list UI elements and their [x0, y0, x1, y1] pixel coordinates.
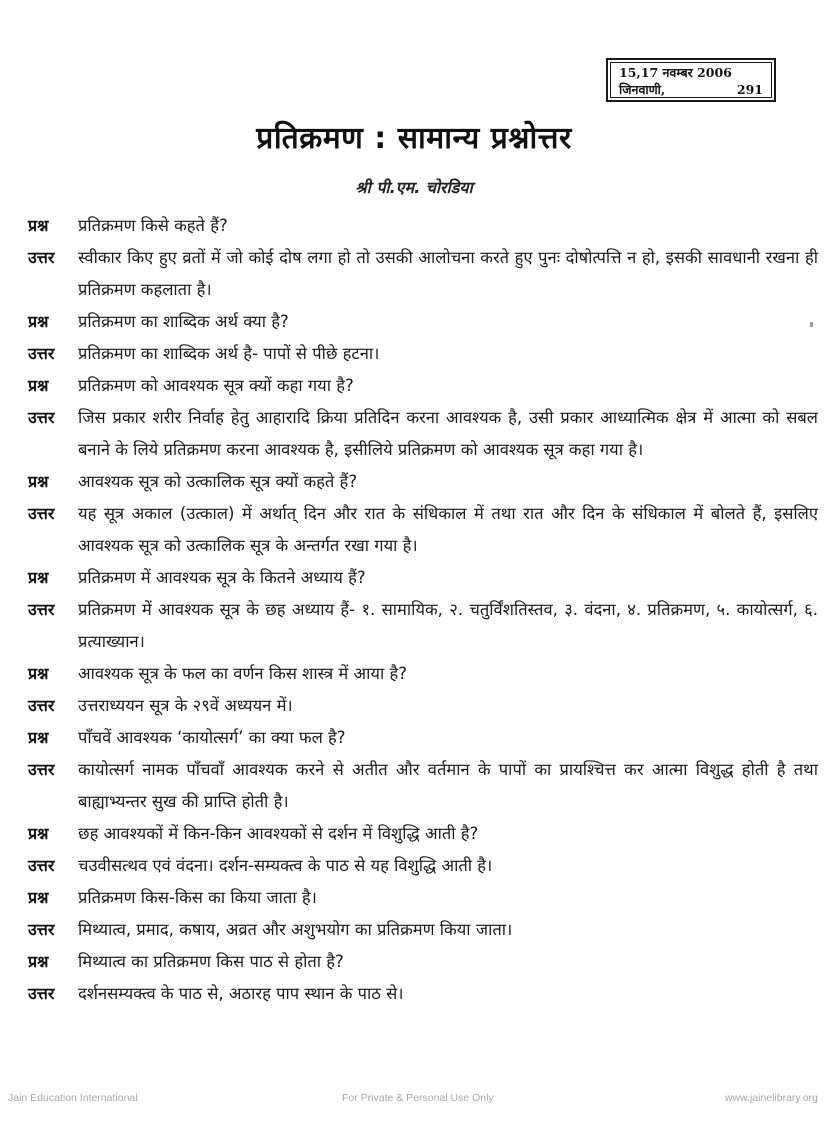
footer-website-link[interactable]: www.jainelibrary.org [724, 1092, 818, 1104]
answer-row [28, 242, 818, 306]
answer-text: मिथ्यात्व, प्रमाद, कषाय, अव्रत और अशुभयोग का प्रतिक्रमण किया जाता। [78, 920, 513, 939]
qa-list [28, 210, 818, 1010]
question-text: प्रतिक्रमण को आवश्यक सूत्र क्यों कहा गया है? [78, 376, 354, 395]
question-row [28, 946, 818, 978]
question-text: प्रतिक्रमण किस-किस का किया जाता है। [78, 888, 317, 907]
answer-label: उत्तर [28, 856, 55, 875]
answer-label: उत्तर [28, 408, 55, 427]
answer-label: उत्तर [28, 984, 55, 1003]
page-footer [0, 1092, 828, 1108]
question-row [28, 562, 818, 594]
article-title: प्रतिक्रमण : सामान्य प्रश्नोत्तर [256, 121, 572, 156]
question-row [28, 818, 818, 850]
answer-text: चउवीसत्थव एवं वंदना। दर्शन-सम्यक्त्व के पाठ से यह विशुद्धि आती है। [78, 856, 493, 875]
answer-text: जिस प्रकार शरीर निर्वाह हेतु आहारादि क्रिया प्रतिदिन करना आवश्यक है, उसी प्रकार आध्यात्मिक क्षेत्र में आत्मा को सबल बनाने के लिये प्रतिक्रमण करना आवश्यक है, इसीलिये प्रतिक्रमण को आवश्यक सूत्र कहा गया है। [78, 408, 818, 459]
answer-label: उत्तर [28, 248, 55, 267]
question-text: प्रतिक्रमण में आवश्यक सूत्र के कितने अध्याय हैं? [78, 568, 366, 587]
question-label: प्रश्न [28, 952, 49, 971]
magazine-name: जिनवाणी, [619, 82, 666, 97]
question-label: प्रश्न [28, 728, 49, 747]
page-number: 291 [736, 82, 763, 97]
question-label: प्रश्न [28, 568, 49, 587]
question-label: प्रश्न [28, 888, 49, 907]
answer-label: उत्तर [28, 920, 55, 939]
answer-text: दर्शनसम्यक्त्व के पाठ से, अठारह पाप स्थान के पाठ से। [78, 984, 404, 1003]
question-row [28, 658, 818, 690]
question-row [28, 306, 818, 338]
answer-row [28, 850, 818, 882]
question-text: आवश्यक सूत्र को उत्कालिक सूत्र क्यों कहते हैं? [78, 472, 358, 491]
answer-text: स्वीकार किए हुए व्रतों में जो कोई दोष लगा हो तो उसकी आलोचना करते हुए पुनः दोषोत्पत्ति न हो, इसकी सावधानी रखना ही प्रतिक्रमण कहलाता है। [78, 248, 818, 299]
answer-text: यह सूत्र अकाल (उत्काल) में अर्थात् दिन और रात के संधिकाल में तथा रात और दिन के संधिकाल में बोलते हैं, इसलिए आवश्यक सूत्र को उत्कालिक सूत्र के अन्तर्गत रखा गया है। [78, 504, 818, 555]
answer-row [28, 338, 818, 370]
answer-label: उत्तर [28, 760, 55, 779]
question-text: प्रतिक्रमण किसे कहते हैं? [78, 216, 228, 235]
scan-speck [810, 322, 813, 327]
question-text: प्रतिक्रमण का शाब्दिक अर्थ क्या है? [78, 312, 289, 331]
question-row [28, 210, 818, 242]
question-row [28, 882, 818, 914]
issue-date: 15,17 नवम्बर 2006 [619, 65, 732, 80]
issue-info-inner [610, 62, 772, 98]
article-author: श्री पी.एम. चोरडिया [355, 178, 473, 197]
question-label: प्रश्न [28, 472, 49, 491]
answer-label: उत्तर [28, 696, 55, 715]
question-label: प्रश्न [28, 664, 49, 683]
question-label: प्रश्न [28, 312, 49, 331]
question-text: छह आवश्यकों में किन-किन आवश्यकों से दर्शन में विशुद्धि आती है? [78, 824, 479, 843]
answer-row [28, 978, 818, 1010]
question-label: प्रश्न [28, 216, 49, 235]
answer-text: कायोत्सर्ग नामक पाँचवाँ आवश्यक करने से अतीत और वर्तमान के पापों का प्रायश्चित्त कर आत्मा विशुद्ध होती है तथा बाह्याभ्यन्तर सुख की प्राप्ति होती है। [78, 760, 818, 811]
answer-label: उत्तर [28, 344, 55, 363]
question-text: मिथ्यात्व का प्रतिक्रमण किस पाठ से होता है? [78, 952, 344, 971]
question-row [28, 370, 818, 402]
question-label: प्रश्न [28, 824, 49, 843]
issue-info-box [606, 58, 776, 102]
question-row [28, 466, 818, 498]
question-text: पाँचवें आवश्यक ‘कायोत्सर्ग’ का क्या फल है? [78, 728, 346, 747]
answer-row [28, 754, 818, 818]
answer-text: प्रतिक्रमण में आवश्यक सूत्र के छह अध्याय हैं- १. सामायिक, २. चतुर्विंशतिस्तव, ३. वंदना, ४. प्रतिक्रमण, ५. कायोत्सर्ग, ६. प्रत्याख्यान। [78, 600, 818, 651]
answer-row [28, 914, 818, 946]
answer-label: उत्तर [28, 600, 55, 619]
answer-text: उत्तराध्ययन सूत्र के २९वें अध्ययन में। [78, 696, 293, 715]
footer-publisher: Jain Education International [8, 1092, 138, 1104]
issue-date-row [619, 64, 763, 81]
answer-row [28, 498, 818, 562]
footer-usage-note: For Private & Personal Use Only [342, 1092, 494, 1104]
answer-row [28, 594, 818, 658]
answer-text: प्रतिक्रमण का शाब्दिक अर्थ है- पापों से पीछे हटना। [78, 344, 380, 363]
answer-label: उत्तर [28, 504, 55, 523]
answer-row [28, 402, 818, 466]
magazine-row [619, 81, 763, 98]
question-row [28, 722, 818, 754]
answer-row [28, 690, 818, 722]
question-text: आवश्यक सूत्र के फल का वर्णन किस शास्त्र में आया है? [78, 664, 408, 683]
question-label: प्रश्न [28, 376, 49, 395]
